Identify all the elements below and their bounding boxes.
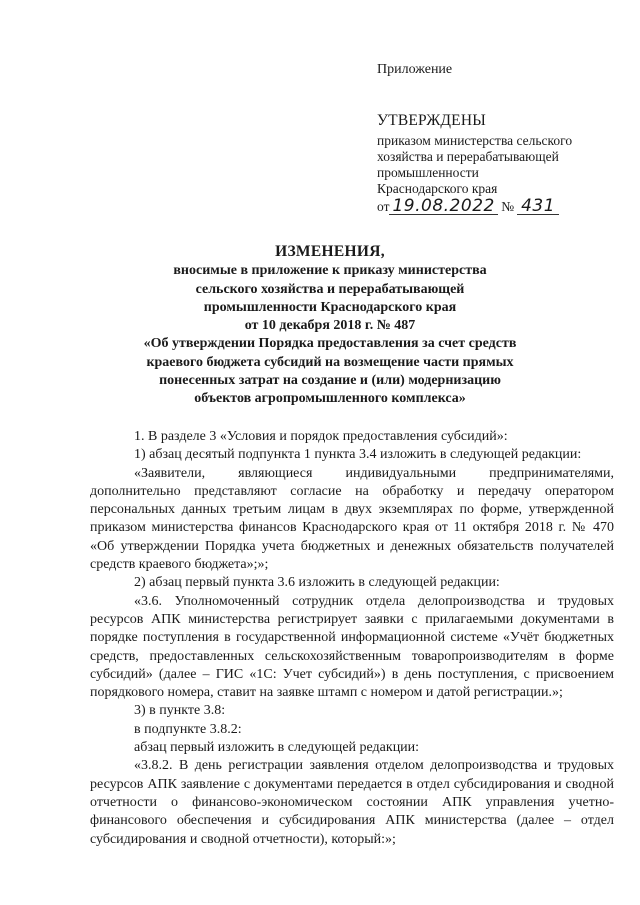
approval-line: Краснодарского края	[377, 181, 498, 196]
paragraph: «3.8.2. В день регистрации заявления отделом делопроизводства и трудовых ресурсов АПК заявление с документами передается в отдел субсидирования и сводной отчетности о финансово-экономическом состоянии АПК управления учетно-финансового обеспечения и субсидирования АПК министерства (далее – отдел субсидирования и сводной отчетности), который:»;	[90, 758, 614, 847]
approval-date-line	[377, 198, 627, 216]
title-line: вносимые в приложение к приказу министерства	[173, 263, 487, 279]
paragraph: 1. В разделе 3 «Условия и порядок предоставления субсидий»:	[134, 429, 508, 444]
appendix-label: Приложение	[377, 62, 453, 77]
approval-line: хозяйства и перерабатывающей	[377, 149, 559, 164]
title-line: понесенных затрат на создание и (или) модернизацию	[159, 373, 501, 389]
date-prefix: от	[377, 199, 390, 214]
paragraph: 3) в пункте 3.8:	[134, 703, 226, 719]
handwritten-number: 431	[517, 198, 559, 215]
number-sign: №	[501, 199, 515, 214]
document-title	[90, 243, 570, 409]
paragraph: 1) абзац десятый подпункта 1 пункта 3.4 изложить в следующей редакции:	[134, 447, 582, 463]
approval-block	[377, 112, 627, 216]
approval-line: приказом министерства сельского	[377, 133, 573, 148]
approval-line: промышленности	[377, 165, 479, 180]
title-line: от 10 декабря 2018 г. № 487	[244, 318, 416, 334]
approval-heading: УТВЕРЖДЕНЫ	[377, 112, 486, 129]
paragraph: в подпункте 3.8.2:	[134, 721, 242, 737]
paragraph: «3.6. Уполномоченный сотрудник отдела делопроизводства и трудовых ресурсов АПК министерства регистрирует заявки с прилагаемыми документами в порядке поступления в государственной информационной системе «Учёт бюджетных средств, предоставленных сельскохозяйственным товаропроизводителям в форме субсидий» (далее – ГИС «1С: Учет субсидий») в день поступления, с присвоением порядкового номера, ставит на заявке штамп с номером и датой регистрации.»;	[90, 593, 614, 701]
paragraph: абзац первый изложить в следующей редакции:	[134, 740, 420, 756]
paragraph: 2) абзац первый пункта 3.6 изложить в следующей редакции:	[134, 575, 500, 591]
paragraph: «Заявители, являющиеся индивидуальными предпринимателями, дополнительно представляют согласие на обработку и передачу оператором персональных данных третьим лицам в двух экземплярах по форме, утвержденной приказом министерства финансов Краснодарского края от 11 октября 2018 г. № 470 «Об утверждении Порядка учета бюджетных и денежных обязательств получателей средств краевого бюджета»;»;	[90, 465, 614, 573]
title-line: промышленности Краснодарского края	[203, 299, 457, 315]
document-body	[90, 428, 614, 849]
title-line: «Об утверждении Порядка предоставления за счет средств	[143, 336, 517, 352]
title-line: сельского хозяйства и перерабатывающей	[195, 281, 465, 297]
handwritten-date: 19.08.2022	[389, 198, 497, 215]
title-main: ИЗМЕНЕНИЯ,	[275, 243, 385, 260]
title-line: краевого бюджета субсидий на возмещение части прямых	[146, 354, 514, 370]
title-line: объектов агропромышленного комплекса»	[194, 391, 466, 407]
